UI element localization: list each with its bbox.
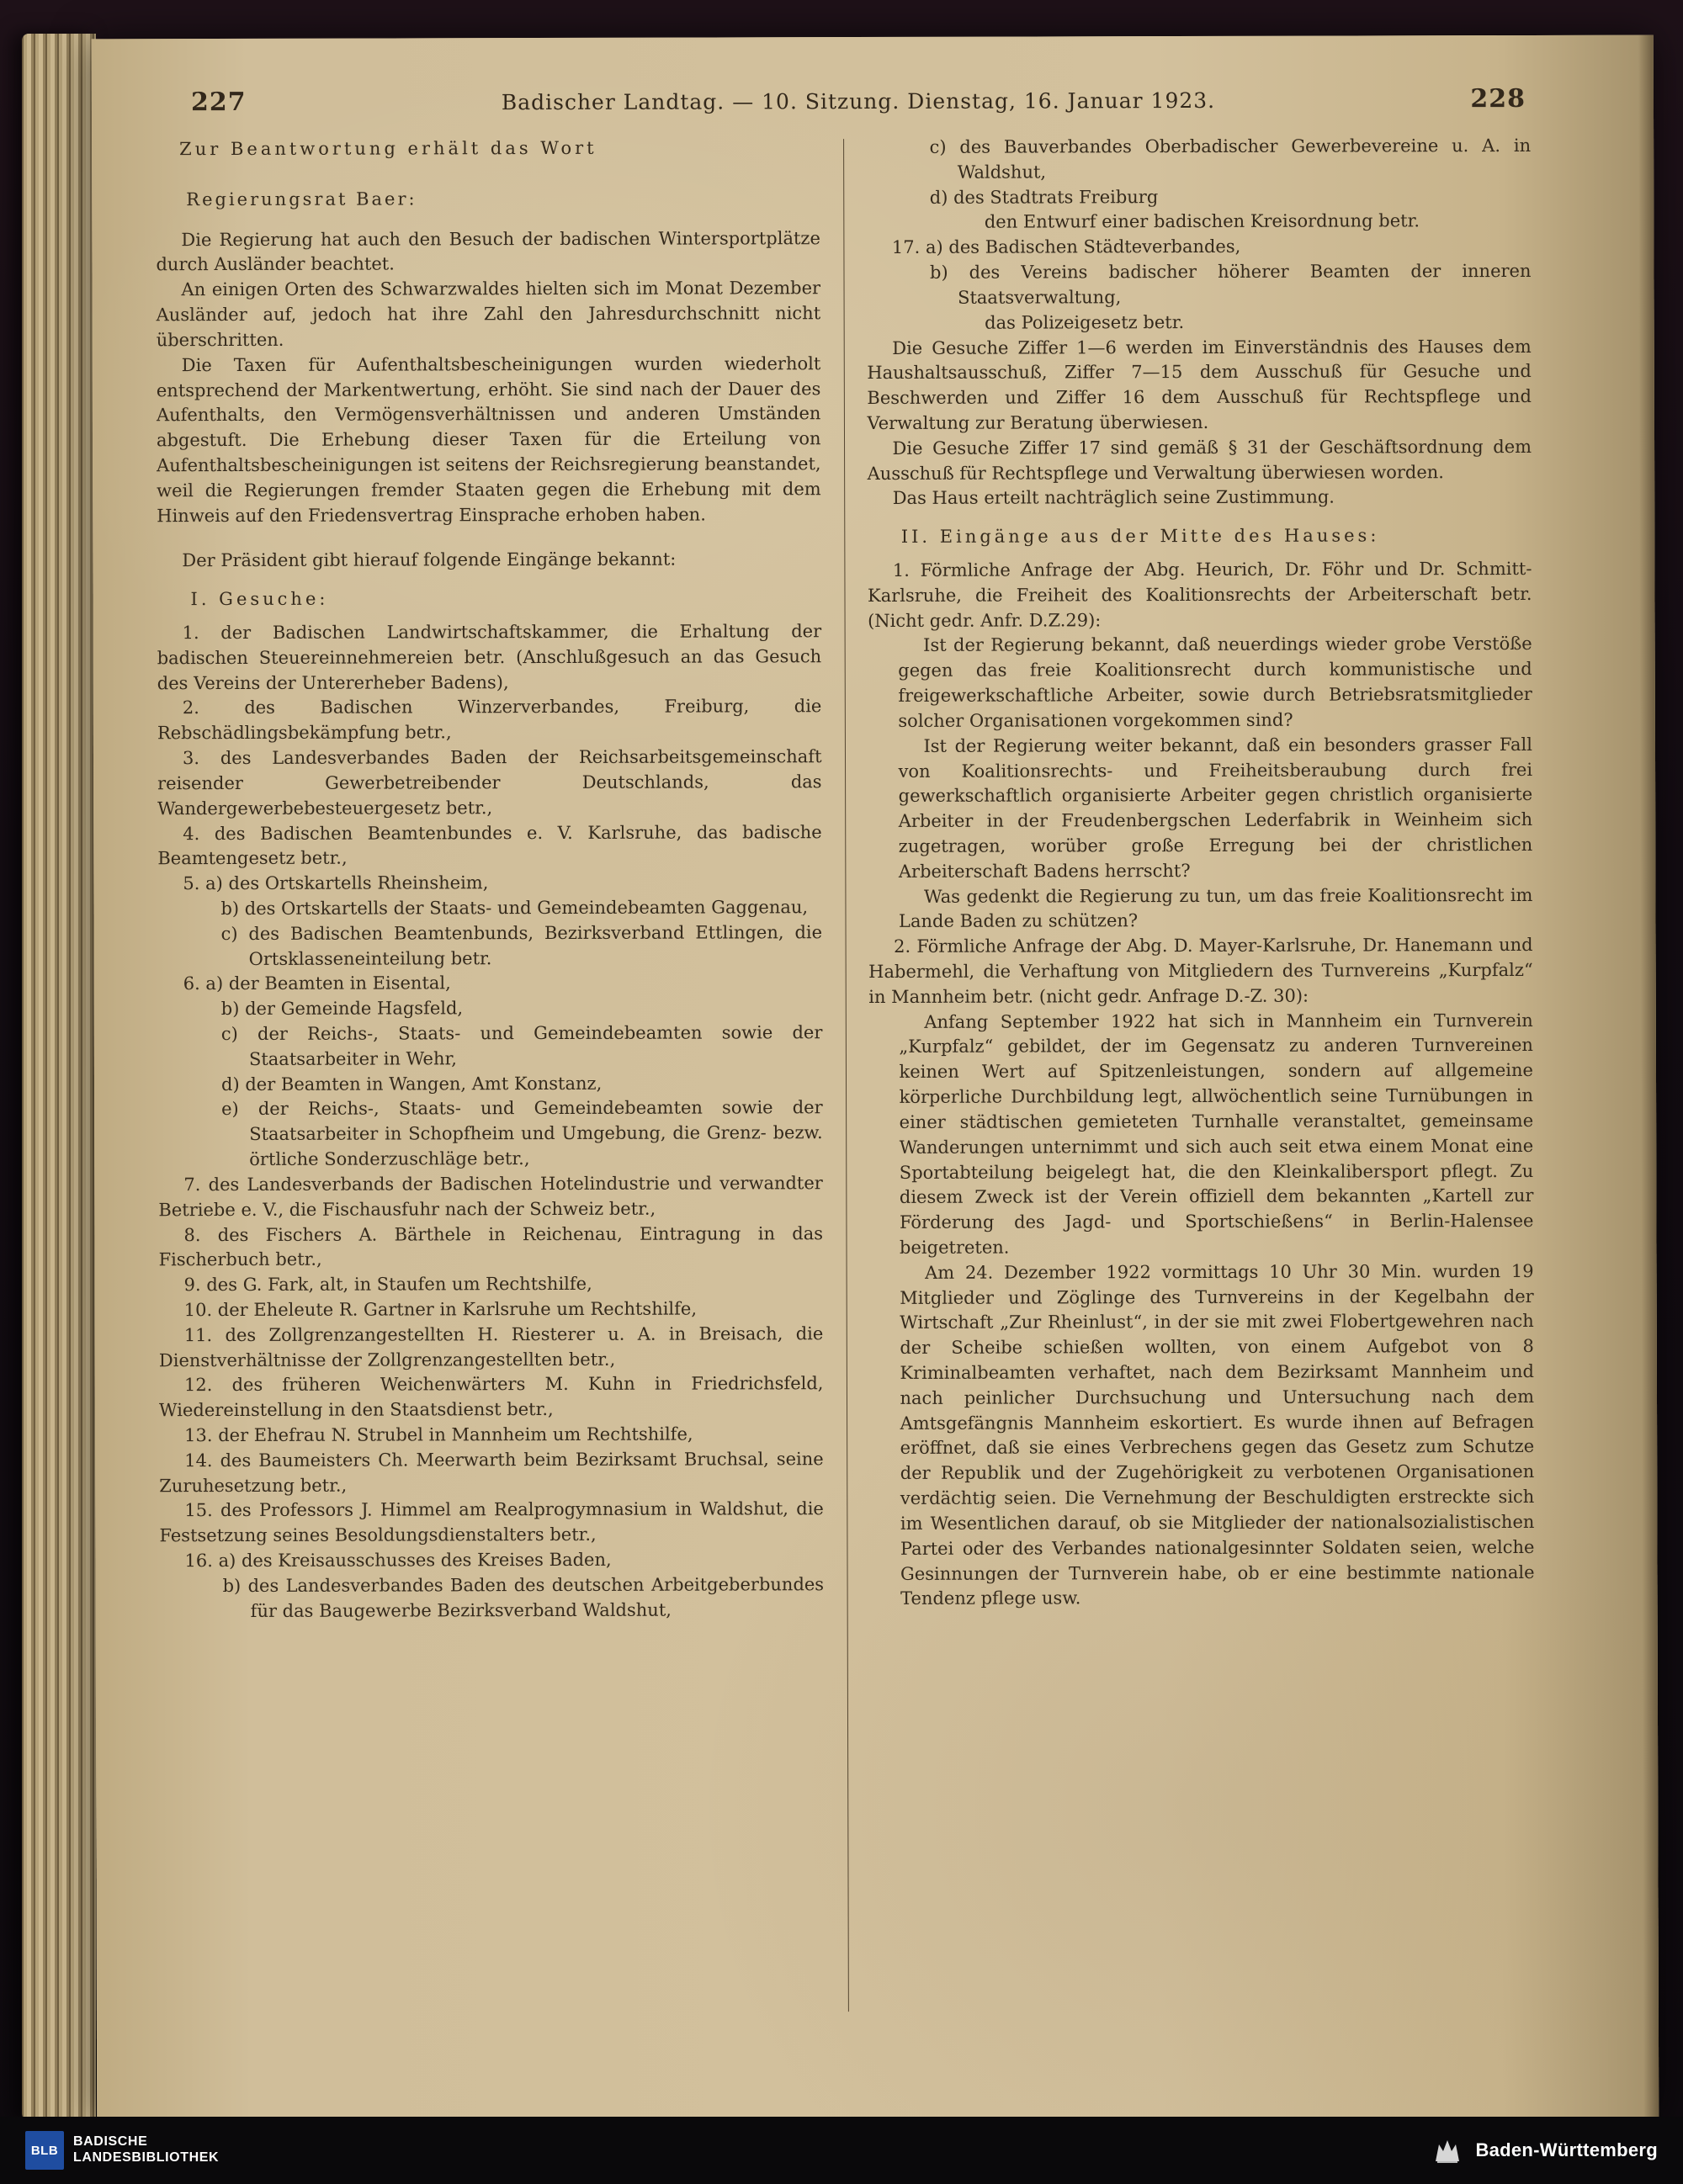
paragraph: 12. des früheren Weichenwärters M. Kuhn in Friedrichsfeld, Wiedereinstellung in den Staatsdienst betr., [158, 1373, 824, 1421]
paragraph: Zur Beantwortung erhält das Wort [179, 137, 597, 160]
paragraph: 1. der Badischen Landwirtschaftskammer, die Erhaltung der badischen Steuereinnehmereien betr. (Anschlußgesuch an das Gesuch des Vereins der Untererheber Badens), [157, 621, 822, 693]
paragraph: d) des Stadtrats Freiburg [929, 186, 1159, 208]
paragraph: 14. des Baumeisters Ch. Meerwarth beim Bezirksamt Bruchsal, seine Zuruhesetzung betr., [159, 1448, 824, 1496]
paragraph: Die Gesuche Ziffer 17 sind gemäß § 31 der Geschäftsordnung dem Ausschuß für Rechtspflege und Verwaltung überwiesen worden. [867, 436, 1532, 484]
page-header [92, 35, 1654, 118]
paragraph: c) des Bauverbandes Oberbadischer Gewerbevereine u. A. in Waldshut, [929, 135, 1532, 183]
text-columns [92, 134, 1659, 2065]
paragraph: II. Eingänge aus der Mitte des Hauses: [900, 525, 1380, 548]
paragraph: den Entwurf einer badischen Kreisordnung betr. [984, 210, 1420, 233]
paragraph: 17. a) des Badischen Städteverbandes, [891, 236, 1241, 258]
paragraph: 3. des Landesverbandes Baden der Reichsarbeitsgemeinschaft reisender Gewerbetreibender Deutschlands, das Wandergewerbebesteuergesetz betr., [157, 746, 822, 819]
baden-wuerttemberg-coat-of-arms-icon [1430, 2137, 1465, 2164]
library-name-line2: LANDESBIBLIOTHEK [73, 2150, 220, 2165]
paragraph: I. Gesuche: [190, 588, 329, 610]
blb-logo [25, 2131, 64, 2170]
paragraph: 10. der Eheleute R. Gartner in Karlsruhe um Rechtshilfe, [183, 1298, 698, 1321]
paragraph: 13. der Ehefrau N. Strubel in Mannheim um Rechtshilfe, [184, 1423, 693, 1446]
paragraph: b) des Vereins badischer höherer Beamten der inneren Staatsverwaltung, [929, 261, 1532, 308]
paragraph: d) der Beamten in Wangen, Amt Konstanz, [220, 1073, 603, 1095]
paragraph: das Polizeigesetz betr. [985, 311, 1185, 333]
paragraph: Die Gesuche Ziffer 1—6 werden im Einverständnis des Hauses dem Haushaltsausschuß, Ziffer 7—15 dem Ausschuß für Gesuche und Beschwerden und Ziffer 16 dem Ausschuß für Rechtspflege und Verwaltung zur Beratung überwiesen. [867, 336, 1532, 433]
state-name: Baden-Württemberg [1475, 2139, 1658, 2160]
page-number-right: 228 [1470, 83, 1526, 114]
paragraph: Am 24. Dezember 1922 vormittags 10 Uhr 30 Min. wurden 19 Mitglieder und Zöglinge des Turnvereins in der Kegelbahn der Wirtschaft „Zur Rheinlust“, in der sie mit zwei Flobertgewehren nach der Scheibe schießen wollten, von einem Aufgebot von 8 Kriminalbeamten verhaftet, nach dem Bezirksamt Mannheim und nach peinlicher Durchsuchung und Untersuchung nach dem Amtsgefängnis Mannheim eskortiert. Es wurde ihnen auf Befragen eröffnet, daß sie eines Verbrechens gegen das Gesetz zum Schutze der Republik und der Zugehörigkeit zu verbotenen Organisationen verdächtig seien. Die Vernehmung der Beschuldigten erstreckte sich im Wesentlichen darauf, ob sie Mitglieder der nationalsozialistischen Partei oder des Verbandes nationalgesinnter Soldaten seien, welche Gesinnungen der Turnverein habe, ob er eine bestimmte nationale Tendenz pflege usw. [900, 1260, 1535, 1609]
paragraph: An einigen Orten des Schwarzwaldes hielten sich im Monat Dezember Ausländer auf, jedoch hat ihre Zahl den Jahresdurchschnitt nicht überschritten. [156, 278, 821, 351]
paragraph: 1. Förmliche Anfrage der Abg. Heurich, Dr. Föhr und Dr. Schmitt-Karlsruhe, die Freiheit des Koalitionsrechts der Arbeiterschaft betr. (Nicht gedr. Anfr. D.Z.29): [867, 558, 1532, 631]
paragraph: Ist der Regierung weiter bekannt, daß ein besonders grasser Fall von Koalitionsrechts- und Freiheitsberaubung durch frei gewerkschaftlich organisierte Arbeiter gegen christlich organisierte Arbeiter in der Freudenbergschen Lederfabrik in Weinheim sich zugetragen, worüber große Erregung bei der christlichen Arbeiterschaft Badens herrscht? [898, 734, 1533, 882]
paragraph: 8. des Fischers A. Bärthele in Reichenau, Eintragung in das Fischerbuch betr., [158, 1222, 824, 1270]
paragraph: Was gedenkt die Regierung zu tun, um das freie Koalitionsrecht im Lande Baden zu schützen? [898, 884, 1533, 932]
footer-bar [0, 2117, 1683, 2184]
paragraph: Regierungsrat Baer: [186, 188, 417, 209]
paragraph: 15. des Professors J. Himmel am Realprogymnasium in Waldshut, die Festsetzung seines Besoldungsdienstalters betr., [159, 1498, 824, 1546]
paragraph: 6. a) der Beamten in Eisental, [183, 973, 451, 994]
library-branding [25, 2131, 219, 2170]
book-page-edges [22, 34, 96, 2122]
paragraph: 4. des Badischen Beamtenbundes e. V. Karlsruhe, das badische Beamtengesetz betr., [157, 821, 822, 869]
paragraph: Die Taxen für Aufenthaltsbescheinigungen wurden wiederholt entsprechend der Markentwertung, erhöht. Sie sind nach der Dauer des Aufenthalts, den Vermögensverhältnissen und anderen Umständen abgestuft. Die Erhebung dieser Taxen für die Erteilung von Aufenthaltsbescheinigungen ist seitens der Reichsregierung beanstandet, weil die Regierungen fremder Staaten gegen die Erhebung mit dem Hinweis auf den Friedensvertrag Einsprache erhoben haben. [156, 353, 821, 526]
library-name [73, 2134, 219, 2166]
state-branding [1430, 2137, 1658, 2164]
paragraph: 16. a) des Kreisausschusses des Kreises Baden, [184, 1549, 612, 1572]
paragraph: Ist der Regierung bekannt, daß neuerdings wieder grobe Verstöße gegen das freie Koalitionsrecht durch kommunistische und freigewerkschaftliche Arbeiter, sowie durch Betriebsratsmitglieder solcher Organisationen vorgekommen sind? [898, 633, 1532, 731]
paragraph: b) der Gemeinde Hagsfeld, [220, 998, 464, 1020]
paragraph: 2. des Badischen Winzerverbandes, Freiburg, die Rebschädlingsbekämpfung betr., [157, 696, 822, 744]
running-title: Badischer Landtag. — 10. Sitzung. Dienstag, 16. Januar 1923. [501, 87, 1216, 115]
paragraph: 5. a) des Ortskartells Rheinsheim, [183, 872, 489, 894]
scanned-page [92, 35, 1659, 2123]
paragraph: Das Haus erteilt nachträglich seine Zustimmung. [892, 486, 1335, 509]
paragraph: e) der Reichs-, Staats- und Gemeindebeamten sowie der Staatsarbeiter in Schopfheim und Umgebung, die Grenz- bezw. örtliche Sonderzuschläge betr., [221, 1097, 823, 1170]
paragraph: 7. des Landesverbands der Badischen Hotelindustrie und verwandter Betriebe e. V., die Fischausfuhr nach der Schweiz betr., [158, 1173, 823, 1220]
right-column [867, 134, 1536, 2062]
paragraph: Der Präsident gibt hierauf folgende Eingänge bekannt: [182, 549, 677, 571]
blb-logo-text: BLB [30, 2143, 59, 2158]
library-name-line1: BADISCHE [73, 2134, 148, 2150]
paragraph: 2. Förmliche Anfrage der Abg. D. Mayer-Karlsruhe, Dr. Hanemann und Habermehl, die Verhaftung von Mitgliedern des Turnvereins „Kurpfalz“ in Mannheim betr. (nicht gedr. Anfrage D.-Z. 30): [868, 935, 1533, 1007]
paragraph: c) des Badischen Beamtenbunds, Bezirksverband Ettlingen, die Ortsklasseneinteilung betr. [220, 921, 823, 969]
column-divider [843, 139, 849, 2012]
paragraph: c) der Reichs-, Staats- und Gemeindebeamten sowie der Staatsarbeiter in Wehr, [220, 1022, 823, 1069]
paragraph: Die Regierung hat auch den Besuch der badischen Wintersportplätze durch Ausländer beachtet. [156, 227, 820, 275]
page-number-left: 227 [190, 87, 247, 118]
paragraph: Anfang September 1922 hat sich in Mannheim ein Turnverein „Kurpfalz“ gebildet, der im Gegensatz zu anderen Turnvereinen keinen Wert auf Spitzenleistungen, sondern auf allgemeine körperliche Durchbildung legt, allwöchentlich seine Turnübungen in einer städtischen gemieteten Turnhalle veranstaltet, gemeinsame Wanderungen unternimmt und sich auch seit etwa einem Monat eine Sportabteilung beigelegt hat, die den Kleinkalibersport pflegt. Zu diesem Zweck ist der Verein offiziell dem bekannten „Kartell zur Förderung des Jagd- und Sportschießens“ in Berlin-Halensee beigetreten. [899, 1010, 1534, 1258]
paragraph: 9. des G. Fark, alt, in Staufen um Rechtshilfe, [183, 1274, 592, 1296]
paragraph: b) des Ortskartells der Staats- und Gemeindebeamten Gaggenau, [220, 897, 809, 919]
paragraph: 11. des Zollgrenzangestellten H. Riesterer u. A. in Breisach, die Dienstverhältnisse der Zollgrenzangestellten betr., [158, 1323, 824, 1370]
paragraph: b) des Landesverbandes Baden des deutschen Arbeitgeberbundes für das Baugewerbe Bezirksverband Waldshut, [222, 1574, 825, 1621]
left-column [156, 135, 825, 2064]
